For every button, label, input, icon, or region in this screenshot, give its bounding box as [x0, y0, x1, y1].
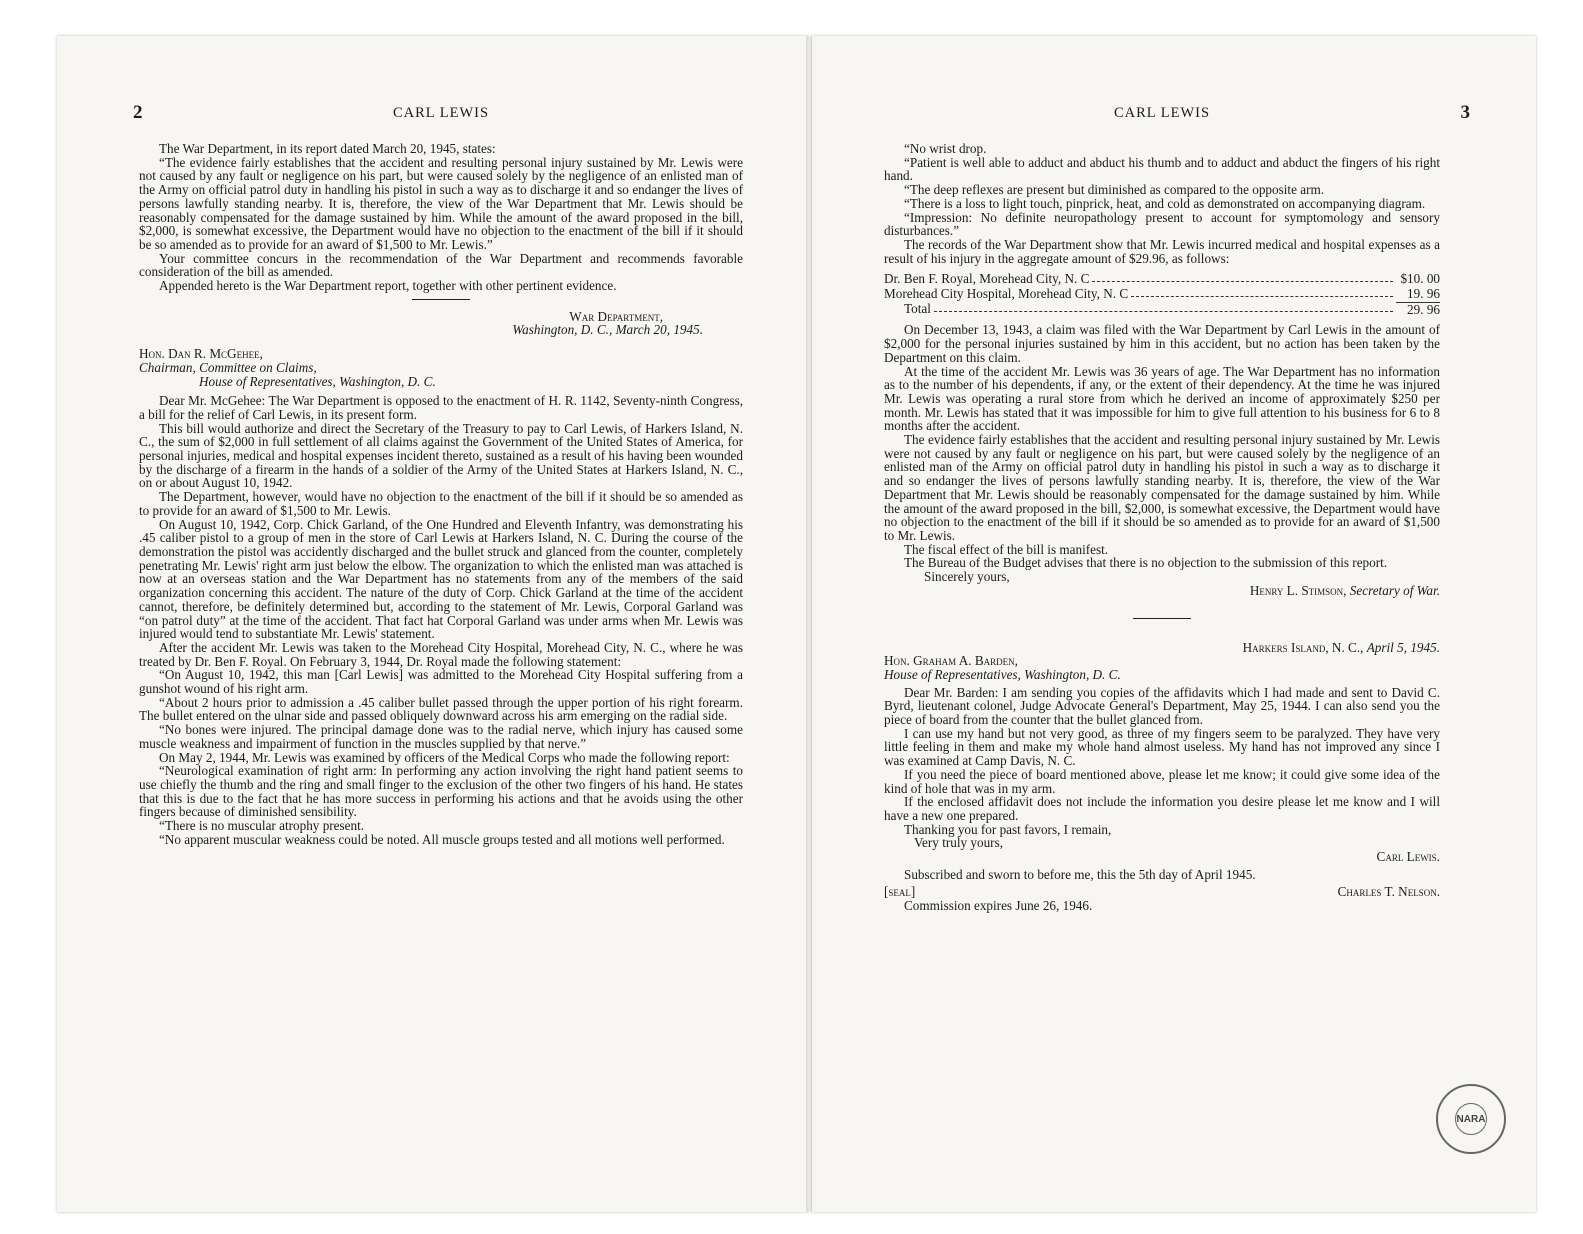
- expense-row: [884, 272, 1440, 286]
- seal-row: [884, 885, 1440, 899]
- paragraph: At the time of the accident Mr. Lewis was 36 years of age. The War Department has no information as to the number of his dependents, if any, or the extent of their dependency. At the time he was injured Mr. Lewis was operating a rural store from which he derived an income of approximately $250 per month. Mr. Lewis has stated that it was impossible for him to give full attention to his business for 6 to 8 months after the accident.: [884, 363, 1440, 434]
- paragraph: “The deep reflexes are present but diminished as compared to the opposite arm.: [904, 182, 1325, 198]
- paragraph: On May 2, 1944, Mr. Lewis was examined by officers of the Medical Corps who made the following report:: [159, 749, 730, 765]
- paragraph: Dear Mr. Barden: I am sending you copies of the affidavits which I had made and sent to David C. Byrd, lieutenant colonel, Judge Advocate General's Department, May 25, 1944. I can also send you the piece of board from the counter that the bullet glanced from.: [884, 684, 1440, 728]
- report-conclusion: [884, 323, 1440, 570]
- paragraph: Thanking you for past favors, I remain,: [904, 821, 1112, 837]
- signature-carl-lewis: Carl Lewis.: [1376, 849, 1440, 865]
- expense-table: [884, 272, 1440, 316]
- right-page: [812, 36, 1536, 1212]
- addressee2-name: Hon. Graham A. Barden,: [884, 653, 1018, 669]
- signer-name: Henry L. Stimson,: [1249, 582, 1347, 598]
- paragraph: On December 13, 1943, a claim was filed with the War Department by Carl Lewis in the amount of $2,000 for the personal injuries sustained by him in this accident, but no action has been taken by the Department on this claim.: [884, 322, 1440, 365]
- expense-amount: 19. 96: [1407, 286, 1440, 302]
- left-column: [133, 36, 743, 847]
- page-number-right: 3: [1460, 102, 1470, 123]
- closing-very-truly: Very truly yours,: [914, 835, 1004, 851]
- paragraph: After the accident Mr. Lewis was taken to the Morehead City Hospital, Morehead City, N. C., where he was treated by Dr. Ben F. Royal. On February 3, 1944, Dr. Royal made the following statement:: [139, 639, 743, 669]
- stamp-label: NARA: [1456, 1113, 1486, 1125]
- paragraph: The War Department, in its report dated March 20, 1945, states:: [159, 141, 496, 156]
- barden-letter-body: [884, 686, 1440, 837]
- right-column: [884, 36, 1470, 914]
- addressee-title: Chairman, Committee on Claims,: [139, 359, 317, 375]
- paragraph: The Bureau of the Budget advises that there is no objection to the submission of this report.: [904, 555, 1388, 571]
- addressee-name: Hon. Dan R. McGehee,: [139, 346, 263, 362]
- right-page-header: [884, 102, 1470, 142]
- paragraph: “On August 10, 1942, this man [Carl Lewis] was admitted to the Morehead City Hospital suffering from a gunshot wound of his right arm.: [139, 667, 743, 697]
- expense-label: Dr. Ben F. Royal, Morehead City, N. C: [884, 271, 1090, 287]
- expense-amount: $10. 00: [1400, 271, 1440, 287]
- paragraph: “No bones were injured. The principal damage done was to the radial nerve, which injury has caused some muscle weakness and impairment of function in the muscles supplied by that nerve.”: [139, 722, 743, 751]
- expense-total-row: [904, 302, 1440, 317]
- paragraph: “Neurological examination of right arm: In performing any action involving the right hand patient seems to use chiefly the thumb and the ring and small finger to the exclusion of the other two fingers of his hand. He states that this is due to the fact that he has more success in performing his actions and that he avoids using the other fingers because of diminished sensibility.: [139, 763, 743, 820]
- paragraph: The fiscal effect of the bill is manifest.: [904, 541, 1109, 557]
- archive-stamp-icon: [1436, 1084, 1506, 1154]
- paragraph: “About 2 hours prior to admission a .45 caliber bullet passed through the upper portion of his right forearm. The bullet entered on the ulnar side and passed obliquely downward across his arm emerging on the radial side.: [139, 694, 743, 724]
- commission-expiry: Commission expires June 26, 1946.: [904, 898, 1093, 914]
- expense-label: Morehead City Hospital, Morehead City, N. C: [884, 286, 1129, 302]
- running-head-left: CARL LEWIS: [392, 105, 490, 121]
- paragraph: “No apparent muscular weakness could be noted. All muscle groups tested and all motions well performed.: [159, 831, 725, 847]
- paragraph: Appended hereto is the War Department report, together with other pertinent evidence.: [159, 278, 617, 294]
- letter-dateline: Washington, D. C., March 20, 1945.: [512, 322, 703, 338]
- addressee-place: House of Representatives, Washington, D. C.: [199, 373, 436, 389]
- paragraph: Dear Mr. McGehee: The War Department is opposed to the enactment of H. R. 1142, Seventy-ninth Congress, a bill for the relief of Carl Lewis, in its present form.: [139, 393, 743, 422]
- letter-body: [139, 394, 743, 846]
- left-body: [139, 142, 743, 846]
- paragraph: If the enclosed affidavit does not include the information you desire please let me know and I will have a new one prepared.: [884, 794, 1440, 823]
- closing-sincerely: Sincerely yours,: [924, 569, 1010, 585]
- paragraph: This bill would authorize and direct the Secretary of the Treasury to pay to Carl Lewis, of Harkers Island, N. C., the sum of $2,000 in full settlement of all claims against the Government of the United States of America, for personal injuries, medical and hospital expenses incident thereto, sustained as a result of his having been wounded by the discharge of a firearm in the hands of a soldier of the Army of the United States at Harkers Island, N. C., on or about August 10, 1942.: [139, 420, 743, 491]
- notary-name: Charles T. Nelson.: [1337, 884, 1440, 900]
- paragraph: “No wrist drop.: [904, 141, 987, 156]
- paragraph: “There is no muscular atrophy present.: [159, 818, 365, 834]
- expense-row: [884, 287, 1440, 301]
- letter2-date: April 5, 1945.: [1366, 639, 1440, 655]
- left-page: [57, 36, 809, 1212]
- total-amount: 29. 96: [1396, 302, 1440, 317]
- paragraph: “The evidence fairly establishes that the accident and resulting personal injury sustained by Mr. Lewis were not caused by any fault or negligence on his part, but were caused solely by the negligence of an enlisted man of the Army on official patrol duty in handling his pistol in such a way as to discharge it and so endanger the lives of persons lawfully standing nearby. It is, therefore, the view of the War Department that Mr. Lewis should be reasonably compensated for the damage sustained by him. While the amount of the award proposed in the bill, $2,000, is somewhat excessive, the Department would have no objection to the enactment of the bill if it should be so amended as to provide for an award of $1,500 to Mr. Lewis.”: [139, 154, 743, 252]
- signer-title: Secretary of War.: [1349, 582, 1440, 598]
- right-body: [884, 142, 1440, 913]
- addressee2-place: House of Representatives, Washington, D. C.: [884, 666, 1121, 682]
- letter2-dateline: [884, 641, 1440, 655]
- signature-stimson: [884, 584, 1440, 598]
- paragraph: The records of the War Department show that Mr. Lewis incurred medical and hospital expenses as a result of his injury in the aggregate amount of $29.96, as follows:: [884, 236, 1440, 266]
- letter-organization: War Department,: [569, 308, 663, 324]
- sworn-statement: Subscribed and sworn to before me, this the 5th day of April 1945.: [904, 866, 1256, 882]
- paragraph: On August 10, 1942, Corp. Chick Garland, of the One Hundred and Eleventh Infantry, was demonstrating his .45 caliber pistol to a group of men in the store of Carl Lewis at Harkers Island, N. C. During the course of the demonstration the pistol was accidently discharged and the bullet struck and glanced from the counter, completely penetrating Mr. Lewis' right arm just below the elbow. The organization to which the enlisted man was attached is now at an overseas station and the War Department has no statements from any of the members of the said organization concerning this accident. The nature of the duty of Corp. Chick Garland at the time of the accident cannot, therefore, be definitely determined but, according to the statement of Mr. Lewis, Corporal Garland was “on patrol duty” at the time of the accident. That fact hat Corporal Garland was under arms when Mr. Lewis was injured would tend to substantiate Mr. Lewis' statement.: [139, 516, 743, 642]
- report-intro: [139, 142, 743, 293]
- paragraph: Your committee concurs in the recommendation of the War Department and recommends favorable consideration of the bill as amended.: [139, 250, 743, 280]
- paragraph: If you need the piece of board mentioned above, please let me know; it could give some idea of the kind of hole that was in my arm.: [884, 766, 1440, 796]
- medical-report-continued: [884, 142, 1440, 265]
- paragraph: “Patient is well able to adduct and abduct his thumb and to adduct and abduct the fingers of his right hand.: [884, 154, 1440, 184]
- page-number-left: 2: [133, 102, 143, 123]
- paragraph: “There is a loss to light touch, pinprick, heat, and cold as demonstrated on accompanying diagram.: [904, 195, 1426, 211]
- running-head-right: CARL LEWIS: [1113, 105, 1211, 121]
- left-page-header: [133, 102, 743, 142]
- total-label: Total: [904, 300, 931, 316]
- letter2-place: Harkers Island, N. C.,: [1242, 639, 1364, 655]
- section-rule: [1133, 618, 1191, 619]
- paragraph: The Department, however, would have no objection to the enactment of the bill if it should be so amended as to provide for an award of $1,500 to Mr. Lewis.: [139, 489, 743, 518]
- seal-label: [seal]: [884, 884, 916, 900]
- paragraph: The evidence fairly establishes that the accident and resulting personal injury sustained by Mr. Lewis were not caused by any fault or negligence on his part, but were caused solely by the negligence of an enlisted man of the Army on official patrol duty in handling his pistol in such a way as to discharge it and so endanger the lives of persons lawfully standing nearby. It is, therefore, the view of the War Department that Mr. Lewis should be reasonably compensated for the damage sustained by him. While the amount of the award proposed in the bill, $2,000, is somewhat excessive, the Department would have no objection to the enactment of the bill if it should be so amended as to provide for an award of $1,500 to Mr. Lewis.: [884, 432, 1440, 543]
- section-rule: [412, 299, 470, 300]
- paragraph: I can use my hand but not very good, as three of my fingers seem to be paralyzed. They have very little feeling in them and make my whole hand almost useless. My hand has not improved any since I was examined at Camp Davis, N. C.: [884, 725, 1440, 769]
- paragraph: “Impression: No definite neuropathology present to account for symptomology and sensory disturbances.”: [884, 209, 1440, 239]
